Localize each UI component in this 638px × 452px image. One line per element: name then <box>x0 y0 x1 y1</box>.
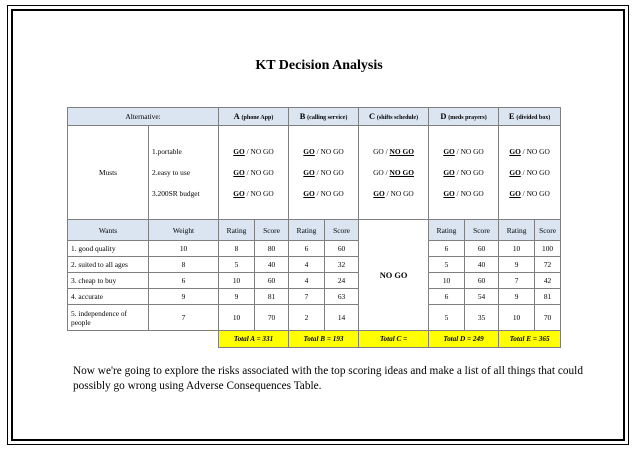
alt-header-e: E (divided box) <box>499 108 561 126</box>
rating-b: 4 <box>289 257 325 273</box>
score-a: 80 <box>255 241 289 257</box>
score-b: 60 <box>325 241 359 257</box>
table-row <box>68 289 561 305</box>
rating-b: 2 <box>289 305 325 331</box>
alternatives-header-row <box>68 108 561 126</box>
table-row <box>68 273 561 289</box>
score-b: 24 <box>325 273 359 289</box>
page-title: KT Decision Analysis <box>255 58 383 73</box>
rating-b: 4 <box>289 273 325 289</box>
rating-e: 10 <box>499 241 535 257</box>
rating-e: 9 <box>499 289 535 305</box>
score-header-b: Score <box>325 220 359 241</box>
rating-d: 5 <box>429 305 465 331</box>
must-item: 3.200SR budget <box>152 189 200 198</box>
musts-c: GO / NO GO GO / NO GO GO / NO GO <box>359 126 429 220</box>
musts-a: GO / NO GO GO / NO GO GO / NO GO <box>219 126 289 220</box>
score-a: 81 <box>255 289 289 305</box>
rating-a: 10 <box>219 273 255 289</box>
score-d: 60 <box>465 273 499 289</box>
rating-a: 9 <box>219 289 255 305</box>
total-d: Total D = 249 <box>429 331 499 348</box>
score-a: 60 <box>255 273 289 289</box>
want-weight: 7 <box>149 305 219 331</box>
rating-a: 5 <box>219 257 255 273</box>
rating-d: 10 <box>429 273 465 289</box>
wants-header: Wants <box>68 220 149 241</box>
totals-row <box>68 331 561 348</box>
total-b: Total B = 193 <box>289 331 359 348</box>
want-name: 3. cheap to buy <box>68 273 149 289</box>
score-e: 100 <box>535 241 561 257</box>
score-b: 14 <box>325 305 359 331</box>
wants-header-row <box>68 220 561 241</box>
weight-header: Weight <box>149 220 219 241</box>
want-name: 5. independence of people <box>68 305 149 331</box>
want-name: 4. accurate <box>68 289 149 305</box>
rating-header-a: Rating <box>219 220 255 241</box>
musts-list <box>149 126 219 220</box>
score-a: 40 <box>255 257 289 273</box>
alt-header-b: B (calling service) <box>289 108 359 126</box>
musts-b: GO / NO GO GO / NO GO GO / NO GO <box>289 126 359 220</box>
want-name: 2. suited to all ages <box>68 257 149 273</box>
c-no-go-cell: NO GO <box>359 220 429 331</box>
score-d: 54 <box>465 289 499 305</box>
rating-e: 10 <box>499 305 535 331</box>
score-e: 81 <box>535 289 561 305</box>
total-a: Total A = 331 <box>219 331 289 348</box>
score-header-a: Score <box>255 220 289 241</box>
musts-label: Musts <box>68 126 149 220</box>
want-weight: 8 <box>149 257 219 273</box>
score-e: 72 <box>535 257 561 273</box>
score-d: 40 <box>465 257 499 273</box>
score-b: 32 <box>325 257 359 273</box>
want-weight: 9 <box>149 289 219 305</box>
score-a: 70 <box>255 305 289 331</box>
musts-row <box>68 126 561 220</box>
table-row <box>68 257 561 273</box>
rating-header-b: Rating <box>289 220 325 241</box>
rating-d: 6 <box>429 289 465 305</box>
decision-table <box>67 107 561 348</box>
table-row <box>68 305 561 331</box>
rating-b: 7 <box>289 289 325 305</box>
rating-a: 8 <box>219 241 255 257</box>
score-e: 70 <box>535 305 561 331</box>
alt-header-d: D (meds prayers) <box>429 108 499 126</box>
rating-e: 7 <box>499 273 535 289</box>
score-d: 60 <box>465 241 499 257</box>
rating-header-e: Rating <box>499 220 535 241</box>
want-weight: 10 <box>149 241 219 257</box>
total-e: Total E = 365 <box>499 331 561 348</box>
score-header-e: Score <box>535 220 561 241</box>
rating-d: 6 <box>429 241 465 257</box>
musts-e: GO / NO GO GO / NO GO GO / NO GO <box>499 126 561 220</box>
score-header-d: Score <box>465 220 499 241</box>
rating-d: 5 <box>429 257 465 273</box>
rating-b: 6 <box>289 241 325 257</box>
rating-header-d: Rating <box>429 220 465 241</box>
want-weight: 6 <box>149 273 219 289</box>
musts-d: GO / NO GO GO / NO GO GO / NO GO <box>429 126 499 220</box>
must-item: 2.easy to use <box>152 168 190 177</box>
body-paragraph: Now we're going to explore the risks associated with the top scoring ideas and make a list of all things that could possibly go wrong using Adverse Consequences Table. <box>73 365 583 392</box>
alt-header-a: A (phone App) <box>219 108 289 126</box>
table-row <box>68 241 561 257</box>
score-e: 42 <box>535 273 561 289</box>
score-d: 35 <box>465 305 499 331</box>
alternative-label: Alternative: <box>68 108 219 126</box>
score-b: 63 <box>325 289 359 305</box>
want-name: 1. good quality <box>68 241 149 257</box>
rating-e: 9 <box>499 257 535 273</box>
rating-a: 10 <box>219 305 255 331</box>
total-c: Total C = <box>359 331 429 348</box>
must-item: 1.portable <box>152 147 182 156</box>
alt-header-c: C (shifts schedule) <box>359 108 429 126</box>
